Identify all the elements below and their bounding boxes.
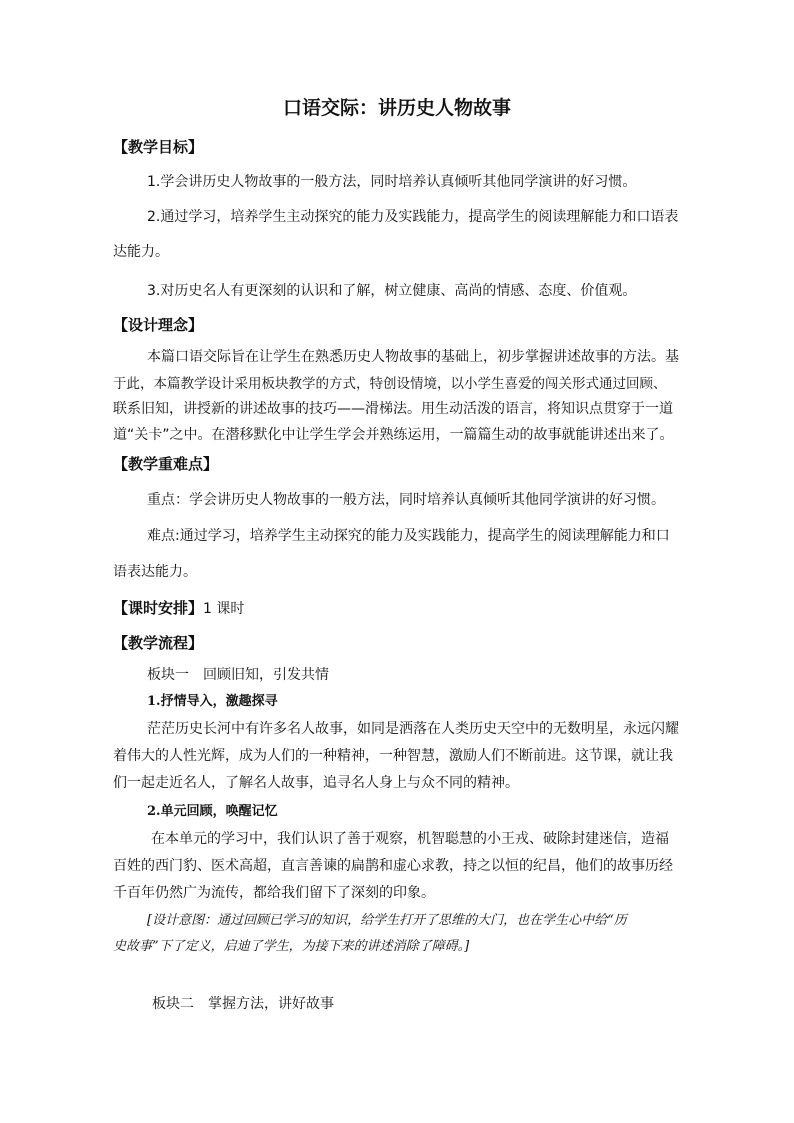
page-title: 口语交际：讲历史人物故事 (282, 97, 511, 119)
hours-value: 1 课时 (203, 601, 245, 617)
step-two-heading: 2.单元回顾，唤醒记忆 (147, 804, 278, 819)
goal-item-1: 1.学会讲历史人物故事的一般方法，同时培养认真倾听其他同学演讲的好习惯。 (147, 174, 637, 190)
concept-line-3: 联系旧知，讲授新的讲述故事的技巧——滑梯法。用生动活泼的语言，将知识点贯穿于一道 (113, 401, 673, 417)
goal-item-2-line-2: 达能力。 (113, 244, 169, 260)
design-intent-line-1: [设计意图：通过回顾已学习的知识，给学生打开了思维的大门，也在学生心中给“历 (147, 913, 627, 928)
design-intent-line-2: 史故事”下了定义，启迪了学生，为接下来的讲述消除了障碍。] (113, 939, 470, 954)
block-two-heading: 板块二 掌握方法，讲好故事 (152, 996, 334, 1012)
difficulty-line-1: 难点:通过学习，培养学生主动探究的能力及实践能力，提高学生的阅读理解能力和口 (147, 528, 670, 544)
step-two-line-1: 在本单元的学习中，我们认识了善于观察，机智聪慧的小王戎、破除封建迷信，造福 (151, 831, 669, 847)
step-one-line-3: 们一起走近名人，了解名人故事，追寻名人身上与众不同的精神。 (113, 775, 519, 791)
concept-line-2: 于此，本篇教学设计采用板块教学的方式，特创设情境，以小学生喜爱的闯关形式通过回顾、 (113, 376, 667, 392)
concept-line-4: 道“关卡”之中。在潜移默化中让学生学会并熟练运用，一篇篇生动的故事就能讲述出来了。 (113, 427, 674, 443)
step-one-line-1: 茫茫历史长河中有许多名人故事，如同是洒落在人类历史天空中的无数明星，永远闪耀 (147, 721, 679, 737)
step-two-line-2: 百姓的西门豹、医术高超，直言善谏的扁鹊和虚心求教，持之以恒的纪昌，他们的故事历经 (113, 858, 673, 874)
goal-item-2-line-1: 2.通过学习，培养学生主动探究的能力及实践能力，提高学生的阅读理解能力和口语表 (147, 209, 679, 225)
section-heading-goals: 【教学目标】 (113, 138, 204, 156)
hours-row (113, 597, 244, 618)
block-one-heading: 板块一 回顾旧知，引发共情 (147, 667, 329, 683)
step-one-heading: 1.抒情导入，激趣探寻 (147, 694, 278, 709)
section-heading-flow: 【教学流程】 (113, 634, 204, 652)
section-heading-key-points: 【教学重难点】 (113, 455, 219, 473)
section-heading-hours: 【课时安排】 (113, 599, 204, 617)
section-heading-concept: 【设计理念】 (113, 316, 204, 334)
concept-line-1: 本篇口语交际旨在让学生在熟悉历史人物故事的基础上，初步掌握讲述故事的方法。基 (147, 349, 679, 365)
step-one-line-2: 着伟大的人性光辉，成为人们的一种精神，一种智慧，激励人们不断前进。这节课，就让我 (113, 748, 673, 764)
goal-item-3: 3.对历史名人有更深刻的认识和了解，树立健康、高尚的情感、态度、价值观。 (147, 283, 637, 299)
key-point-line: 重点：学会讲历史人物故事的一般方法，同时培养认真倾听其他同学演讲的好习惯。 (147, 492, 665, 508)
difficulty-line-2: 语表达能力。 (113, 564, 197, 580)
step-two-line-3: 千百年仍然广为流传，都给我们留下了深刻的印象。 (113, 885, 435, 901)
